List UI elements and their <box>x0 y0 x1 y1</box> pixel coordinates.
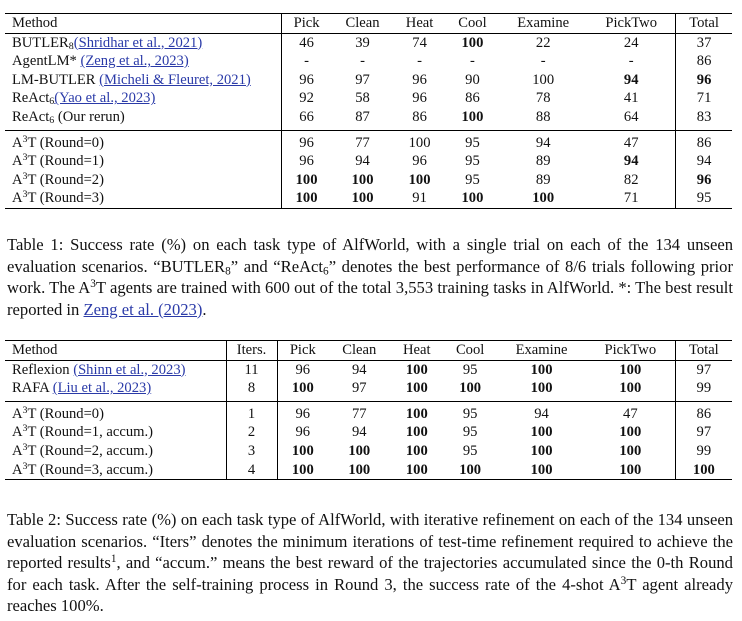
method-cell <box>5 442 226 461</box>
col-header: Total <box>675 341 732 361</box>
value-cell: - <box>281 52 332 71</box>
table-1-caption <box>7 234 733 320</box>
value-cell: 94 <box>355 153 370 170</box>
value-cell: 100 <box>530 442 553 459</box>
value-cell: 47 <box>587 130 675 152</box>
method-suffix: T (Round=1, accum.) <box>27 424 153 441</box>
value-cell: 95 <box>462 424 478 441</box>
citation-link[interactable]: (Zeng et al., 2023) <box>80 53 189 70</box>
value-cell: 47 <box>586 401 675 423</box>
caption-superscript: 3 <box>620 574 627 587</box>
caption-text: ” and “ReAct <box>230 256 324 276</box>
value-cell: - <box>628 53 634 70</box>
value-cell: 100 <box>277 379 328 401</box>
value-cell: 100 <box>393 130 445 152</box>
value-cell: 71 <box>676 89 732 108</box>
col-header: Examine <box>499 14 587 34</box>
value-cell: 100 <box>277 442 328 461</box>
method-superscript: 3 <box>22 152 28 163</box>
value-cell: 96 <box>281 152 332 171</box>
method-cell <box>5 89 281 108</box>
table-row <box>5 171 732 190</box>
method-name: LM-BUTLER <box>12 71 100 88</box>
value-cell: - <box>360 53 365 70</box>
method-subscript: 6 <box>49 115 55 127</box>
value-cell: 77 <box>328 401 390 423</box>
method-name: A <box>12 171 23 188</box>
value-cell: 94 <box>351 361 367 378</box>
method-name: A <box>12 190 23 207</box>
caption-text: Table 1: Success rate (%) on each task type of AlfWorld, with a single trial on each of the 134 unseen evaluation scenarios. “BUTLER <box>7 235 733 276</box>
value-cell: 46 <box>281 33 332 52</box>
value-cell: 96 <box>277 423 328 442</box>
iters-cell: 4 <box>226 461 277 480</box>
value-cell: 66 <box>281 108 332 130</box>
table-row <box>5 71 732 90</box>
value-cell: 95 <box>465 153 480 170</box>
col-header: Method <box>5 14 281 34</box>
method-name: A <box>12 461 23 478</box>
value-cell: 100 <box>586 461 675 480</box>
method-name: AgentLM* <box>12 53 81 70</box>
iters-cell: 3 <box>226 442 277 461</box>
method-name: A <box>12 442 23 459</box>
table-1 <box>5 13 732 209</box>
value-cell: 96 <box>676 71 732 90</box>
value-cell: 86 <box>675 401 732 423</box>
value-cell: 100 <box>405 424 428 441</box>
col-header: Cool <box>446 14 499 34</box>
method-cell <box>5 461 226 480</box>
value-cell: 88 <box>535 108 551 125</box>
value-cell: 100 <box>281 171 332 190</box>
value-cell: 97 <box>355 71 370 88</box>
caption-text: T agents are trained with 600 out of the total 3,553 training tasks in AlfWorld. *: The best result reported in <box>7 278 733 319</box>
value-cell: 95 <box>446 130 499 152</box>
value-cell: 83 <box>676 108 732 130</box>
col-header: Method <box>5 341 226 361</box>
iters-cell: 8 <box>226 379 277 401</box>
value-cell: 86 <box>676 130 732 152</box>
method-name: A <box>12 405 23 422</box>
method-subscript: 8 <box>68 40 74 52</box>
value-cell: 100 <box>405 380 428 397</box>
value-cell: 82 <box>623 171 639 188</box>
col-header: PickTwo <box>587 14 675 34</box>
value-cell: 97 <box>351 380 367 397</box>
value-cell: 100 <box>619 380 642 397</box>
value-cell: 100 <box>461 34 484 51</box>
method-suffix: T (Round=2) <box>27 171 104 188</box>
value-cell: 94 <box>497 401 586 423</box>
col-header: Heat <box>393 14 445 34</box>
method-cell <box>5 52 281 71</box>
value-cell: 100 <box>281 189 332 208</box>
method-name: Reflexion <box>12 361 74 378</box>
caption-text: , and “accum.” means the best reward of the trajectories accumulated since the 0-th Round for each task. After the self-training process in Round 3, the success rate of the 4-shot A <box>7 553 733 594</box>
citation-link[interactable]: (Shridhar et al., 2021) <box>73 34 203 51</box>
table-row <box>5 189 732 208</box>
method-suffix: T (Round=3, accum.) <box>27 461 153 478</box>
iters-cell: 1 <box>226 401 277 423</box>
value-cell: 100 <box>499 189 587 208</box>
method-name: ReAct <box>12 108 50 125</box>
value-cell: 94 <box>676 152 732 171</box>
method-suffix: T (Round=3) <box>27 190 104 207</box>
value-cell: 94 <box>623 71 639 88</box>
col-header: Pick <box>277 341 328 361</box>
value-cell: 100 <box>619 361 642 378</box>
value-cell: 100 <box>351 171 374 188</box>
table-row <box>5 89 732 108</box>
value-cell: 64 <box>623 108 639 125</box>
value-cell: 100 <box>619 424 642 441</box>
value-cell: 100 <box>443 461 497 480</box>
value-cell: 86 <box>412 108 427 125</box>
value-cell: 94 <box>351 424 367 441</box>
iters-cell: 2 <box>226 423 277 442</box>
caption-text: ” denotes the best performance of 8/6 trials following prior work. The A <box>7 256 733 298</box>
citation-link[interactable]: Zeng et al. (2023) <box>83 299 203 319</box>
method-cell <box>5 360 226 379</box>
method-name: A <box>12 134 23 151</box>
method-cell <box>5 189 281 208</box>
method-cell <box>5 171 281 190</box>
value-cell: 100 <box>675 461 732 480</box>
value-cell: 100 <box>408 171 431 188</box>
method-superscript: 3 <box>22 170 28 182</box>
method-name: ReAct <box>12 90 50 107</box>
value-cell: - <box>470 53 475 70</box>
method-cell <box>5 130 281 152</box>
value-cell: 100 <box>530 380 553 397</box>
value-cell: 100 <box>348 442 371 459</box>
table-row <box>5 108 732 130</box>
value-cell: 77 <box>332 130 394 152</box>
value-cell: 100 <box>328 461 390 480</box>
value-cell: 71 <box>587 189 675 208</box>
caption-subscript: 6 <box>323 265 329 278</box>
value-cell: 100 <box>619 442 642 459</box>
value-cell: 90 <box>465 71 480 88</box>
method-suffix: T (Round=2, accum.) <box>27 442 153 459</box>
table-2-header-row <box>5 341 732 361</box>
value-cell: 89 <box>535 171 551 188</box>
method-suffix: T (Round=1) <box>27 153 104 170</box>
value-cell: 100 <box>446 189 499 208</box>
value-cell: 97 <box>675 360 732 379</box>
value-cell: 100 <box>530 424 553 441</box>
method-superscript: 3 <box>22 133 28 145</box>
value-cell: 91 <box>393 189 445 208</box>
value-cell: 94 <box>623 153 639 170</box>
value-cell: 89 <box>535 153 551 170</box>
method-cell <box>5 401 226 423</box>
value-cell: 96 <box>281 71 332 90</box>
method-superscript: 3 <box>22 189 28 201</box>
citation-link[interactable]: (Yao et al., 2023) <box>54 90 156 107</box>
method-name: A <box>12 424 23 441</box>
value-cell: 86 <box>465 90 480 107</box>
value-cell: 74 <box>412 34 427 51</box>
value-cell: 100 <box>459 380 482 397</box>
table-row <box>5 33 732 52</box>
col-header: Examine <box>497 341 586 361</box>
value-cell: 100 <box>530 361 553 378</box>
citation-link[interactable]: (Shinn et al., 2023) <box>73 361 186 378</box>
method-name: BUTLER <box>12 34 69 51</box>
value-cell: 100 <box>461 108 484 125</box>
method-superscript: 3 <box>22 460 28 472</box>
col-header: Iters. <box>226 341 277 361</box>
table-2-caption <box>7 509 733 617</box>
table-row <box>5 461 732 480</box>
method-cell <box>5 423 226 442</box>
caption-text: . <box>202 299 207 319</box>
value-cell: 39 <box>355 34 370 51</box>
value-cell: 100 <box>332 189 394 208</box>
value-cell: 95 <box>465 171 480 188</box>
caption-superscript: 3 <box>90 278 96 291</box>
col-header: Clean <box>328 341 390 361</box>
caption-text: T agent already reaches 100%. <box>7 574 733 616</box>
table-row <box>5 423 732 442</box>
value-cell: 87 <box>355 108 370 125</box>
value-cell: 95 <box>676 189 732 208</box>
value-cell: 58 <box>355 90 370 107</box>
method-suffix: T (Round=0) <box>27 405 104 422</box>
value-cell: 78 <box>535 90 551 107</box>
table-row <box>5 442 732 461</box>
col-header: Heat <box>390 341 443 361</box>
value-cell: 86 <box>676 52 732 71</box>
method-cell <box>5 379 226 401</box>
method-cell <box>5 71 281 90</box>
iters-cell: 11 <box>226 360 277 379</box>
citation-link[interactable]: (Liu et al., 2023) <box>52 380 152 397</box>
method-name: A <box>12 153 23 170</box>
caption-superscript: 1 <box>110 553 117 566</box>
col-header: Pick <box>281 14 332 34</box>
value-cell: 22 <box>535 34 551 51</box>
value-cell: 95 <box>462 442 478 459</box>
value-cell: 100 <box>390 401 443 423</box>
value-cell: 99 <box>675 379 732 401</box>
table-row <box>5 52 732 71</box>
value-cell: 95 <box>443 401 497 423</box>
value-cell: 100 <box>405 361 428 378</box>
value-cell: 94 <box>499 130 587 152</box>
citation-link[interactable]: (Micheli & Fleuret, 2021) <box>99 71 251 88</box>
method-superscript: 3 <box>22 404 28 416</box>
table-2 <box>5 340 732 480</box>
value-cell: 100 <box>390 461 443 480</box>
value-cell: 99 <box>675 442 732 461</box>
value-cell: 41 <box>623 90 639 107</box>
caption-text: Table 2: Success rate (%) on each task type of AlfWorld, with iterative refinement on each of the 134 unseen evaluation scenarios. “Iters” denotes the minimum iterations of test-time refinement required to achieve the reported results <box>7 510 733 573</box>
method-superscript: 3 <box>22 441 28 453</box>
value-cell: 96 <box>277 401 328 423</box>
method-subscript: 6 <box>49 96 55 108</box>
value-cell: 96 <box>412 71 427 88</box>
value-cell: - <box>417 53 422 70</box>
value-cell: 100 <box>405 442 428 459</box>
col-header: PickTwo <box>586 341 675 361</box>
col-header: Cool <box>443 341 497 361</box>
method-name: RAFA <box>12 380 53 397</box>
col-header: Clean <box>332 14 394 34</box>
value-cell: 24 <box>623 34 639 51</box>
value-cell: 95 <box>462 361 478 378</box>
method-cell <box>5 108 281 130</box>
method-superscript: 3 <box>22 423 28 435</box>
value-cell: 37 <box>676 33 732 52</box>
value-cell: 96 <box>281 130 332 152</box>
value-cell: 96 <box>412 153 427 170</box>
value-cell: 96 <box>412 90 427 107</box>
method-suffix: (Our rerun) <box>54 108 125 125</box>
table-row <box>5 152 732 171</box>
value-cell: 97 <box>675 423 732 442</box>
value-cell: 100 <box>497 461 586 480</box>
table-1-header-row <box>5 14 732 34</box>
value-cell: 96 <box>676 171 732 190</box>
method-suffix: T (Round=0) <box>27 134 104 151</box>
caption-subscript: 8 <box>225 265 231 278</box>
method-cell <box>5 33 281 52</box>
table-row <box>5 401 732 423</box>
table-row <box>5 130 732 152</box>
value-cell: 96 <box>277 360 328 379</box>
table-row <box>5 379 732 401</box>
value-cell: 92 <box>281 89 332 108</box>
col-header: Total <box>676 14 732 34</box>
value-cell: 100 <box>277 461 328 480</box>
value-cell: 100 <box>532 71 555 88</box>
value-cell: - <box>540 53 546 70</box>
method-cell <box>5 152 281 171</box>
table-row <box>5 360 732 379</box>
